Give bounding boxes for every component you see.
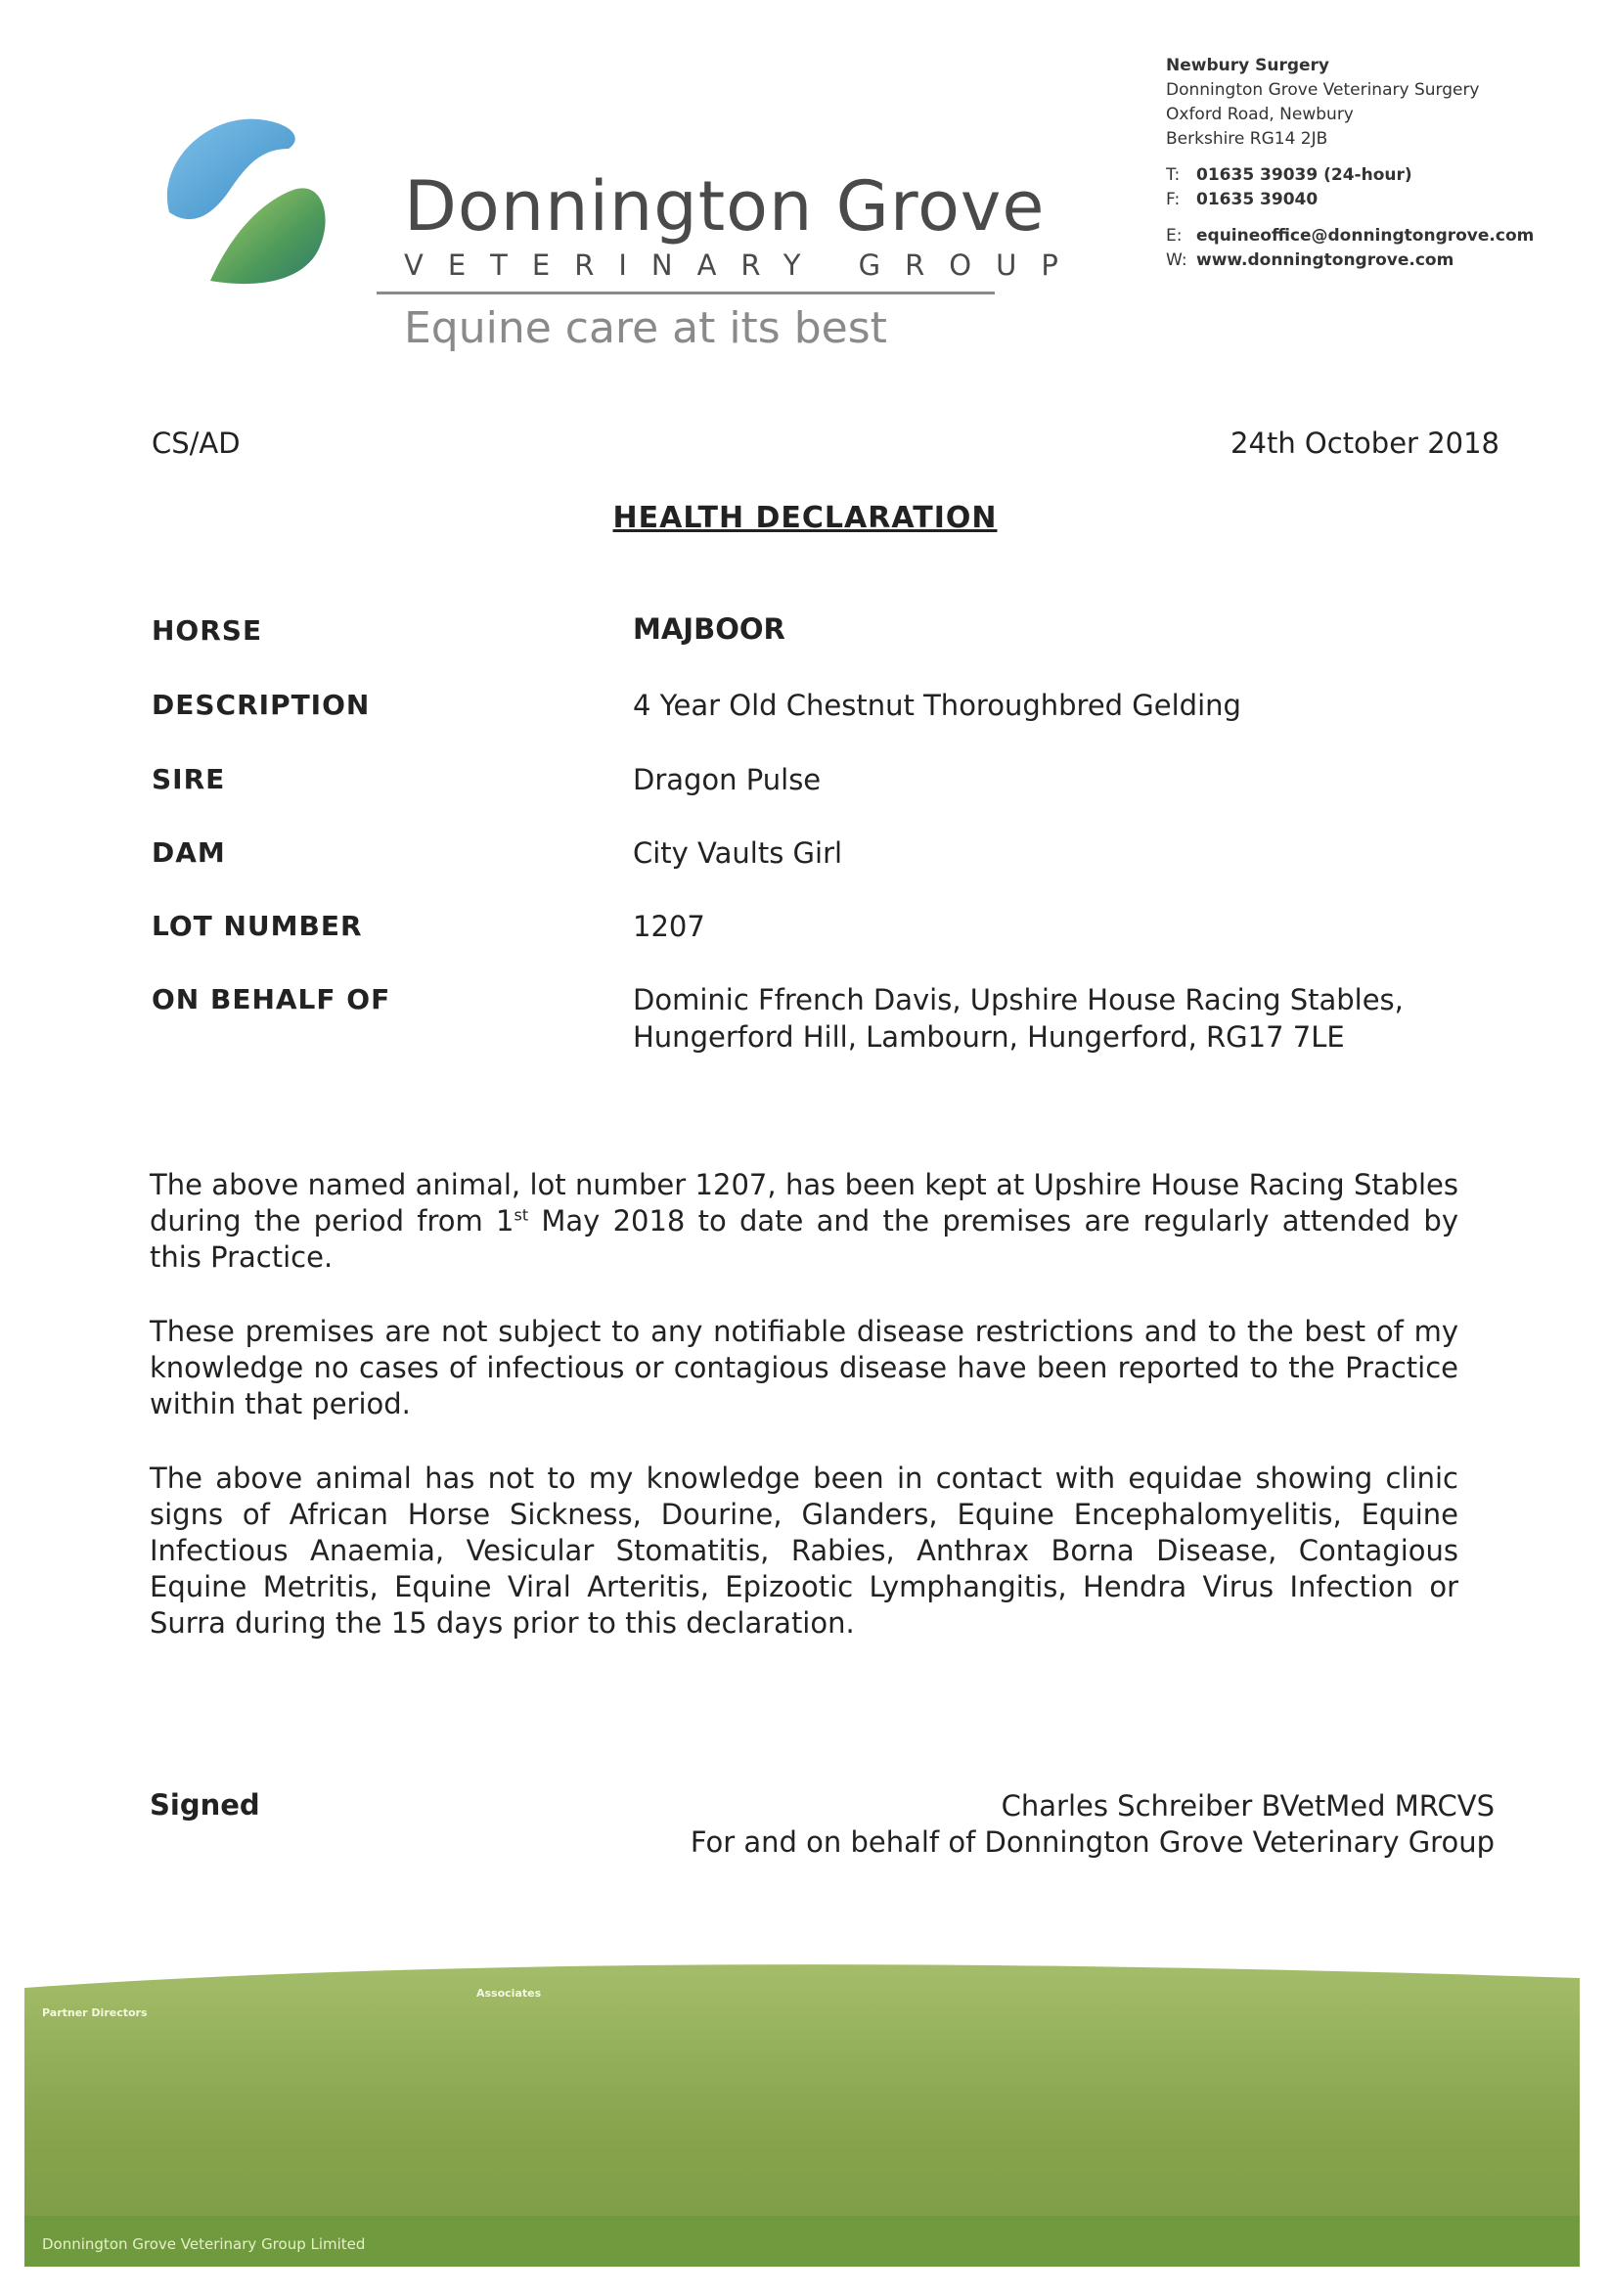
ordinal-suffix: st bbox=[514, 1205, 529, 1225]
horse-value: MAJBOOR bbox=[633, 612, 785, 646]
email-label: E: bbox=[1166, 226, 1183, 246]
description-label: DESCRIPTION bbox=[152, 689, 371, 721]
paragraph-kept-at bbox=[150, 1167, 1458, 1276]
document-title bbox=[0, 501, 1610, 535]
document-reference: CS/AD bbox=[152, 427, 241, 460]
fax-number: 01635 39040 bbox=[1196, 190, 1319, 209]
fax-label: F: bbox=[1166, 190, 1181, 209]
practice-tagline: Equine care at its best bbox=[404, 303, 887, 353]
footer-directors-column bbox=[42, 2005, 335, 2020]
on-behalf-of-label: ON BEHALF OF bbox=[152, 983, 391, 1015]
footer-band bbox=[24, 1957, 1580, 2267]
lot-number-label: LOT NUMBER bbox=[152, 910, 363, 942]
practice-logo-mark bbox=[152, 110, 337, 295]
footer-associates-heading: Associates bbox=[476, 1987, 542, 2000]
website-url[interactable]: www.donningtongrove.com bbox=[1196, 250, 1454, 270]
paragraph-premises: These premises are not subject to any notifiable disease restrictions and to the best of my knowledge no cases of infectious or contagious disease have been reported to the Practice within that period. bbox=[150, 1315, 1458, 1420]
paragraph-contact-declaration: The above animal has not to my knowledge been in contact with equidae showing clinic signs of African Horse Sickness, Dourine, Glanders, Equine Encephalomyelitis, Equine Infectious Anaemia, Vesicular Stomatitis, Rabies, Anthrax Borna Disease, Contagious Equine Metritis, Equine Viral Arteritis, Epizootic Lymphangitis, Hendra Virus Infection or Surra during the 15 days prior to this declaration. bbox=[150, 1462, 1458, 1640]
telephone-label: T: bbox=[1166, 165, 1181, 185]
paragraph-text: The above named animal, lot number 1207, has been kept at Upshire House Racing Stables during the period from 1 bbox=[150, 1168, 1458, 1238]
on-behalf-of-line: Dominic Ffrench Davis, Upshire House Racing Stables, bbox=[633, 983, 1404, 1016]
footer-associates-column bbox=[476, 1986, 770, 2001]
sire-label: SIRE bbox=[152, 763, 226, 795]
on-behalf-of-line: Hungerford Hill, Lambourn, Hungerford, RG17 7LE bbox=[633, 1020, 1345, 1054]
footer-company-name: Donnington Grove Veterinary Group Limited bbox=[42, 2235, 366, 2253]
brand-divider bbox=[377, 292, 995, 294]
surgery-name: Newbury Surgery bbox=[1166, 56, 1330, 75]
telephone-number: 01635 39039 (24-hour) bbox=[1196, 165, 1412, 185]
email-address[interactable]: equineoffice@donningtongrove.com bbox=[1196, 226, 1535, 246]
signatory-block bbox=[691, 1788, 1495, 1861]
signatory-behalf: For and on behalf of Donnington Grove Veterinary Group bbox=[690, 1825, 1495, 1859]
on-behalf-of-value bbox=[633, 981, 1494, 1056]
address-line: Donnington Grove Veterinary Surgery bbox=[1166, 80, 1480, 100]
signed-label: Signed bbox=[150, 1788, 260, 1822]
paragraph-text: May 2018 to date and the premises are regularly attended by this Practice. bbox=[150, 1204, 1458, 1274]
signatory-name: Charles Schreiber BVetMed MRCVS bbox=[1001, 1789, 1495, 1823]
description-value: 4 Year Old Chestnut Thoroughbred Gelding bbox=[633, 689, 1241, 722]
lot-number-value: 1207 bbox=[633, 910, 705, 943]
contact-block bbox=[1166, 54, 1596, 273]
address-line: Oxford Road, Newbury bbox=[1166, 105, 1354, 124]
web-label: W: bbox=[1166, 250, 1187, 270]
footer-background bbox=[24, 1957, 1580, 2267]
document-date: 24th October 2018 bbox=[1230, 427, 1499, 460]
horse-label: HORSE bbox=[152, 614, 263, 647]
document-title-text: HEALTH DECLARATION bbox=[612, 501, 998, 535]
practice-name: Donnington Grove bbox=[404, 166, 1046, 247]
practice-subtitle: VETERINARY GROUP bbox=[404, 248, 1083, 282]
dam-label: DAM bbox=[152, 836, 226, 869]
address-line: Berkshire RG14 2JB bbox=[1166, 129, 1328, 149]
sire-value: Dragon Pulse bbox=[633, 763, 822, 796]
dam-value: City Vaults Girl bbox=[633, 836, 843, 870]
footer-directors-heading: Partner Directors bbox=[42, 2006, 148, 2019]
